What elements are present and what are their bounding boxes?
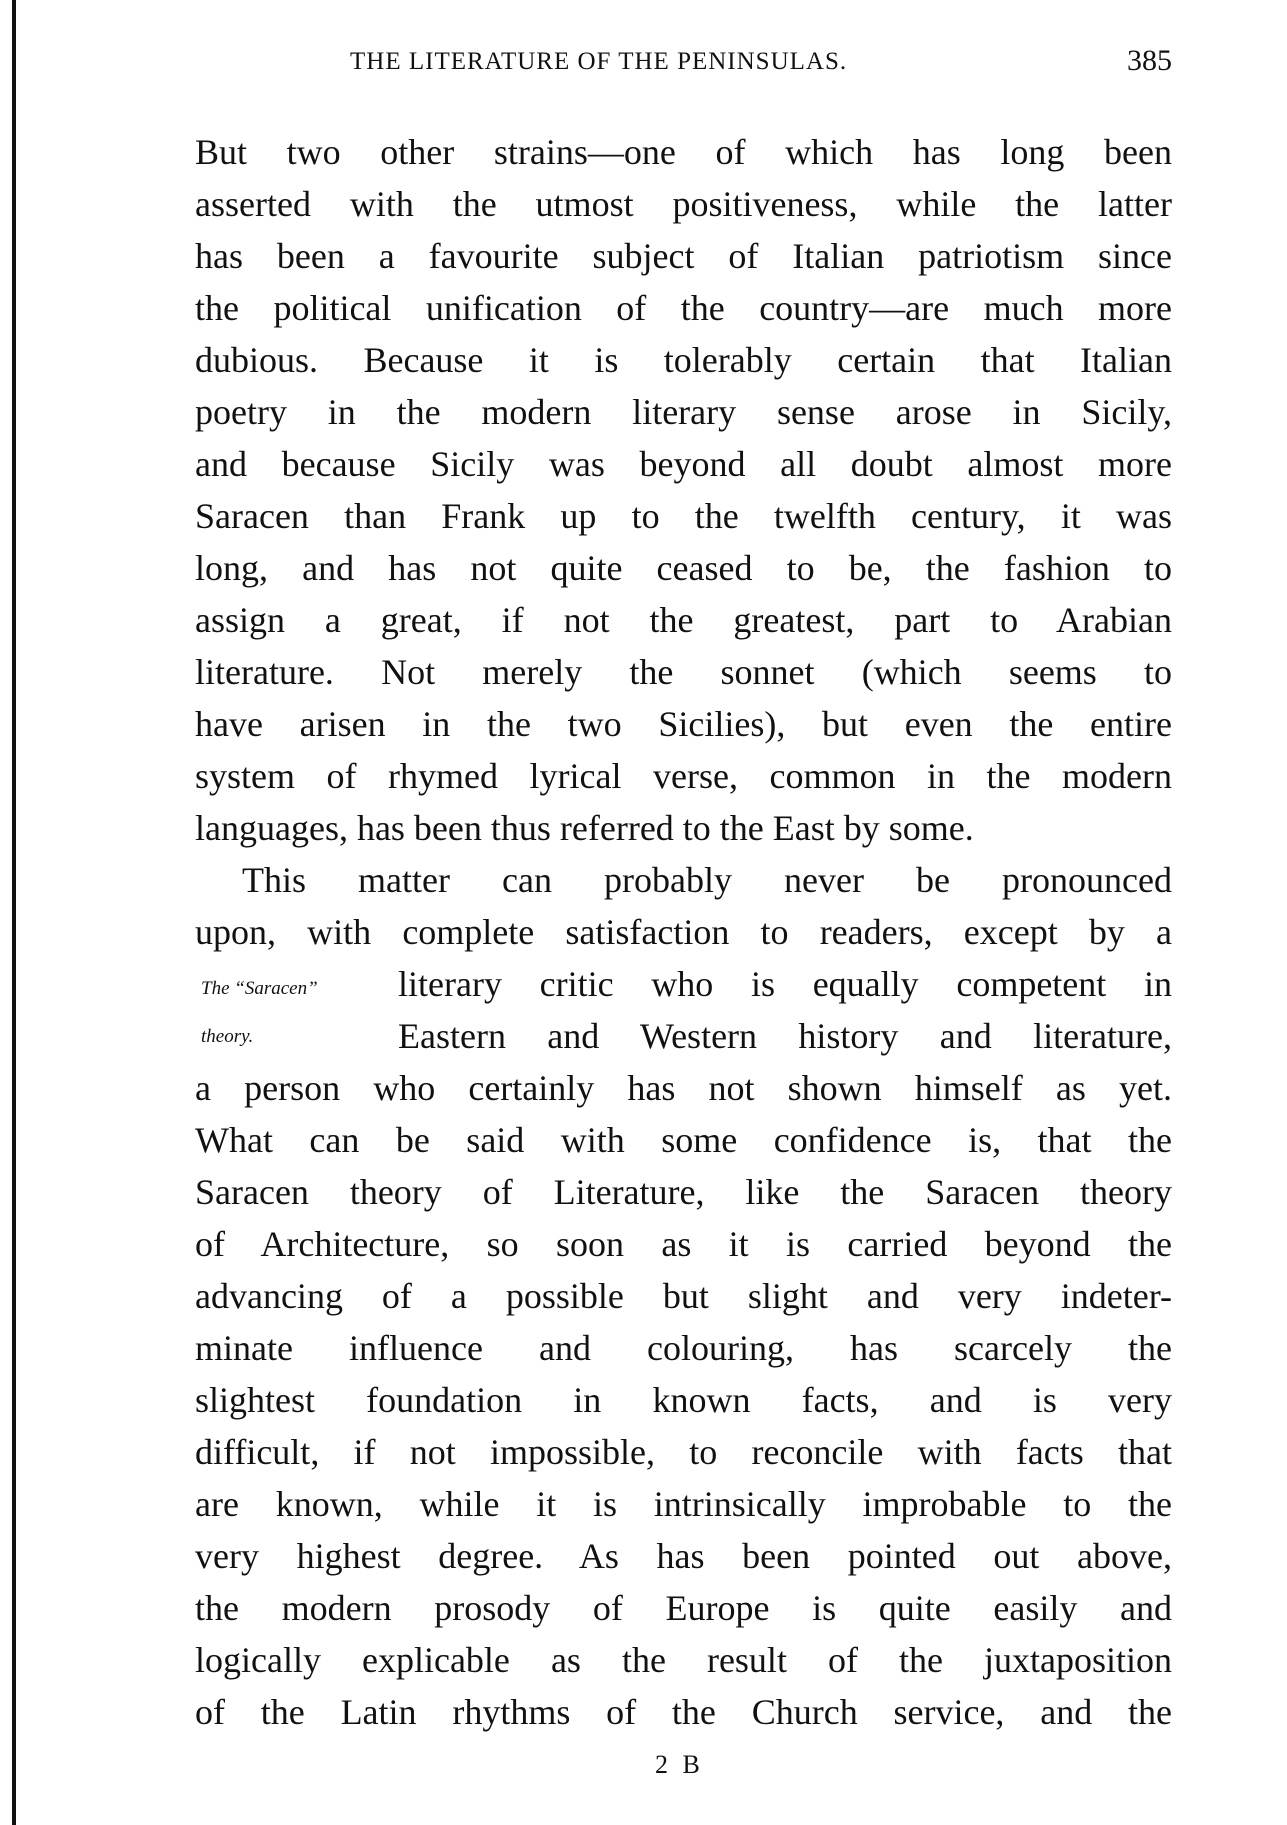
text-line-content: the political unification of the country—are much more: [195, 288, 1172, 328]
text-line-content: asserted with the utmost positiveness, while the latter: [195, 184, 1172, 224]
text-line: [195, 1686, 1172, 1738]
text-line: [195, 230, 1172, 282]
text-line-content: has been a favourite subject of Italian patriotism since: [195, 236, 1172, 276]
text-line: [195, 1322, 1172, 1374]
text-line-content: What can be said with some confidence is, that the: [195, 1120, 1172, 1160]
text-line-content: logically explicable as the result of the juxtaposition: [195, 1640, 1172, 1680]
text-line-content: upon, with complete satisfaction to readers, except by a: [195, 912, 1172, 952]
text-line-content: are known, while it is intrinsically improbable to the: [195, 1484, 1172, 1524]
text-line-content: very highest degree. As has been pointed out above,: [195, 1536, 1172, 1576]
text-line: [195, 1270, 1172, 1322]
text-line: [195, 1218, 1172, 1270]
text-line: [195, 1582, 1172, 1634]
text-line: [195, 854, 1172, 906]
page-number: 385: [1127, 44, 1172, 77]
text-line: [195, 1374, 1172, 1426]
text-line-content: have arisen in the two Sicilies), but even the entire: [195, 704, 1172, 744]
text-line-content: Saracen than Frank up to the twelfth century, it was: [195, 496, 1172, 536]
text-line-content: and because Sicily was beyond all doubt almost more: [195, 444, 1172, 484]
text-line-content: the modern prosody of Europe is quite easily and: [195, 1588, 1172, 1628]
text-line: [195, 490, 1172, 542]
text-line: [195, 1478, 1172, 1530]
text-line: [195, 698, 1172, 750]
text-line-content: dubious. Because it is tolerably certain that Italian: [195, 340, 1172, 380]
text-line-content: assign a great, if not the greatest, part to Arabian: [195, 600, 1172, 640]
text-line: [195, 594, 1172, 646]
text-line-content: a person who certainly has not shown himself as yet.: [195, 1068, 1172, 1108]
text-line-content: This matter can probably never be pronounced: [242, 860, 1172, 900]
text-line: [195, 126, 1172, 178]
text-line-content: literary critic who is equally competent in: [398, 964, 1172, 1004]
text-line: [195, 1166, 1172, 1218]
text-line: [195, 1010, 1172, 1062]
signature-mark: 2 B: [655, 1750, 704, 1779]
running-title: THE LITERATURE OF THE PENINSULAS.: [350, 48, 848, 75]
text-line: [195, 542, 1172, 594]
text-line-content: languages, has been thus referred to the East by some.: [195, 808, 974, 848]
text-line: [195, 1426, 1172, 1478]
text-line: [195, 282, 1172, 334]
text-line-content: of the Latin rhythms of the Church service, and the: [195, 1692, 1172, 1732]
text-line: [195, 1634, 1172, 1686]
text-line-content: Eastern and Western history and literature,: [398, 1016, 1172, 1056]
text-line-content: of Architecture, so soon as it is carried beyond the: [195, 1224, 1172, 1264]
text-line: [195, 802, 1172, 854]
text-line-content: poetry in the modern literary sense arose in Sicily,: [195, 392, 1172, 432]
text-line-content: advancing of a possible but slight and very indeter-: [195, 1276, 1172, 1316]
text-line-content: difficult, if not impossible, to reconcile with facts that: [195, 1432, 1172, 1472]
text-line: [195, 1530, 1172, 1582]
text-line: [195, 334, 1172, 386]
text-line-content: But two other strains—one of which has long been: [195, 132, 1172, 172]
text-line-content: literature. Not merely the sonnet (which seems to: [195, 652, 1172, 692]
text-line: [195, 646, 1172, 698]
text-line: [195, 178, 1172, 230]
page-edge-binding: [12, 0, 16, 1825]
text-line: [195, 1062, 1172, 1114]
text-line-content: system of rhymed lyrical verse, common in the modern: [195, 756, 1172, 796]
text-line: [195, 958, 1172, 1010]
text-line: [195, 906, 1172, 958]
text-line-content: minate influence and colouring, has scarcely the: [195, 1328, 1172, 1368]
text-line: [195, 386, 1172, 438]
text-line: [195, 438, 1172, 490]
margin-note-line-1: The “Saracen”: [201, 978, 318, 999]
body-text: [195, 126, 1172, 1738]
text-line: [195, 750, 1172, 802]
margin-note-line-2: theory.: [201, 1026, 254, 1047]
text-line: [195, 1114, 1172, 1166]
text-line-content: slightest foundation in known facts, and is very: [195, 1380, 1172, 1420]
text-line-content: long, and has not quite ceased to be, the fashion to: [195, 548, 1172, 588]
text-line-content: Saracen theory of Literature, like the Saracen theory: [195, 1172, 1172, 1212]
